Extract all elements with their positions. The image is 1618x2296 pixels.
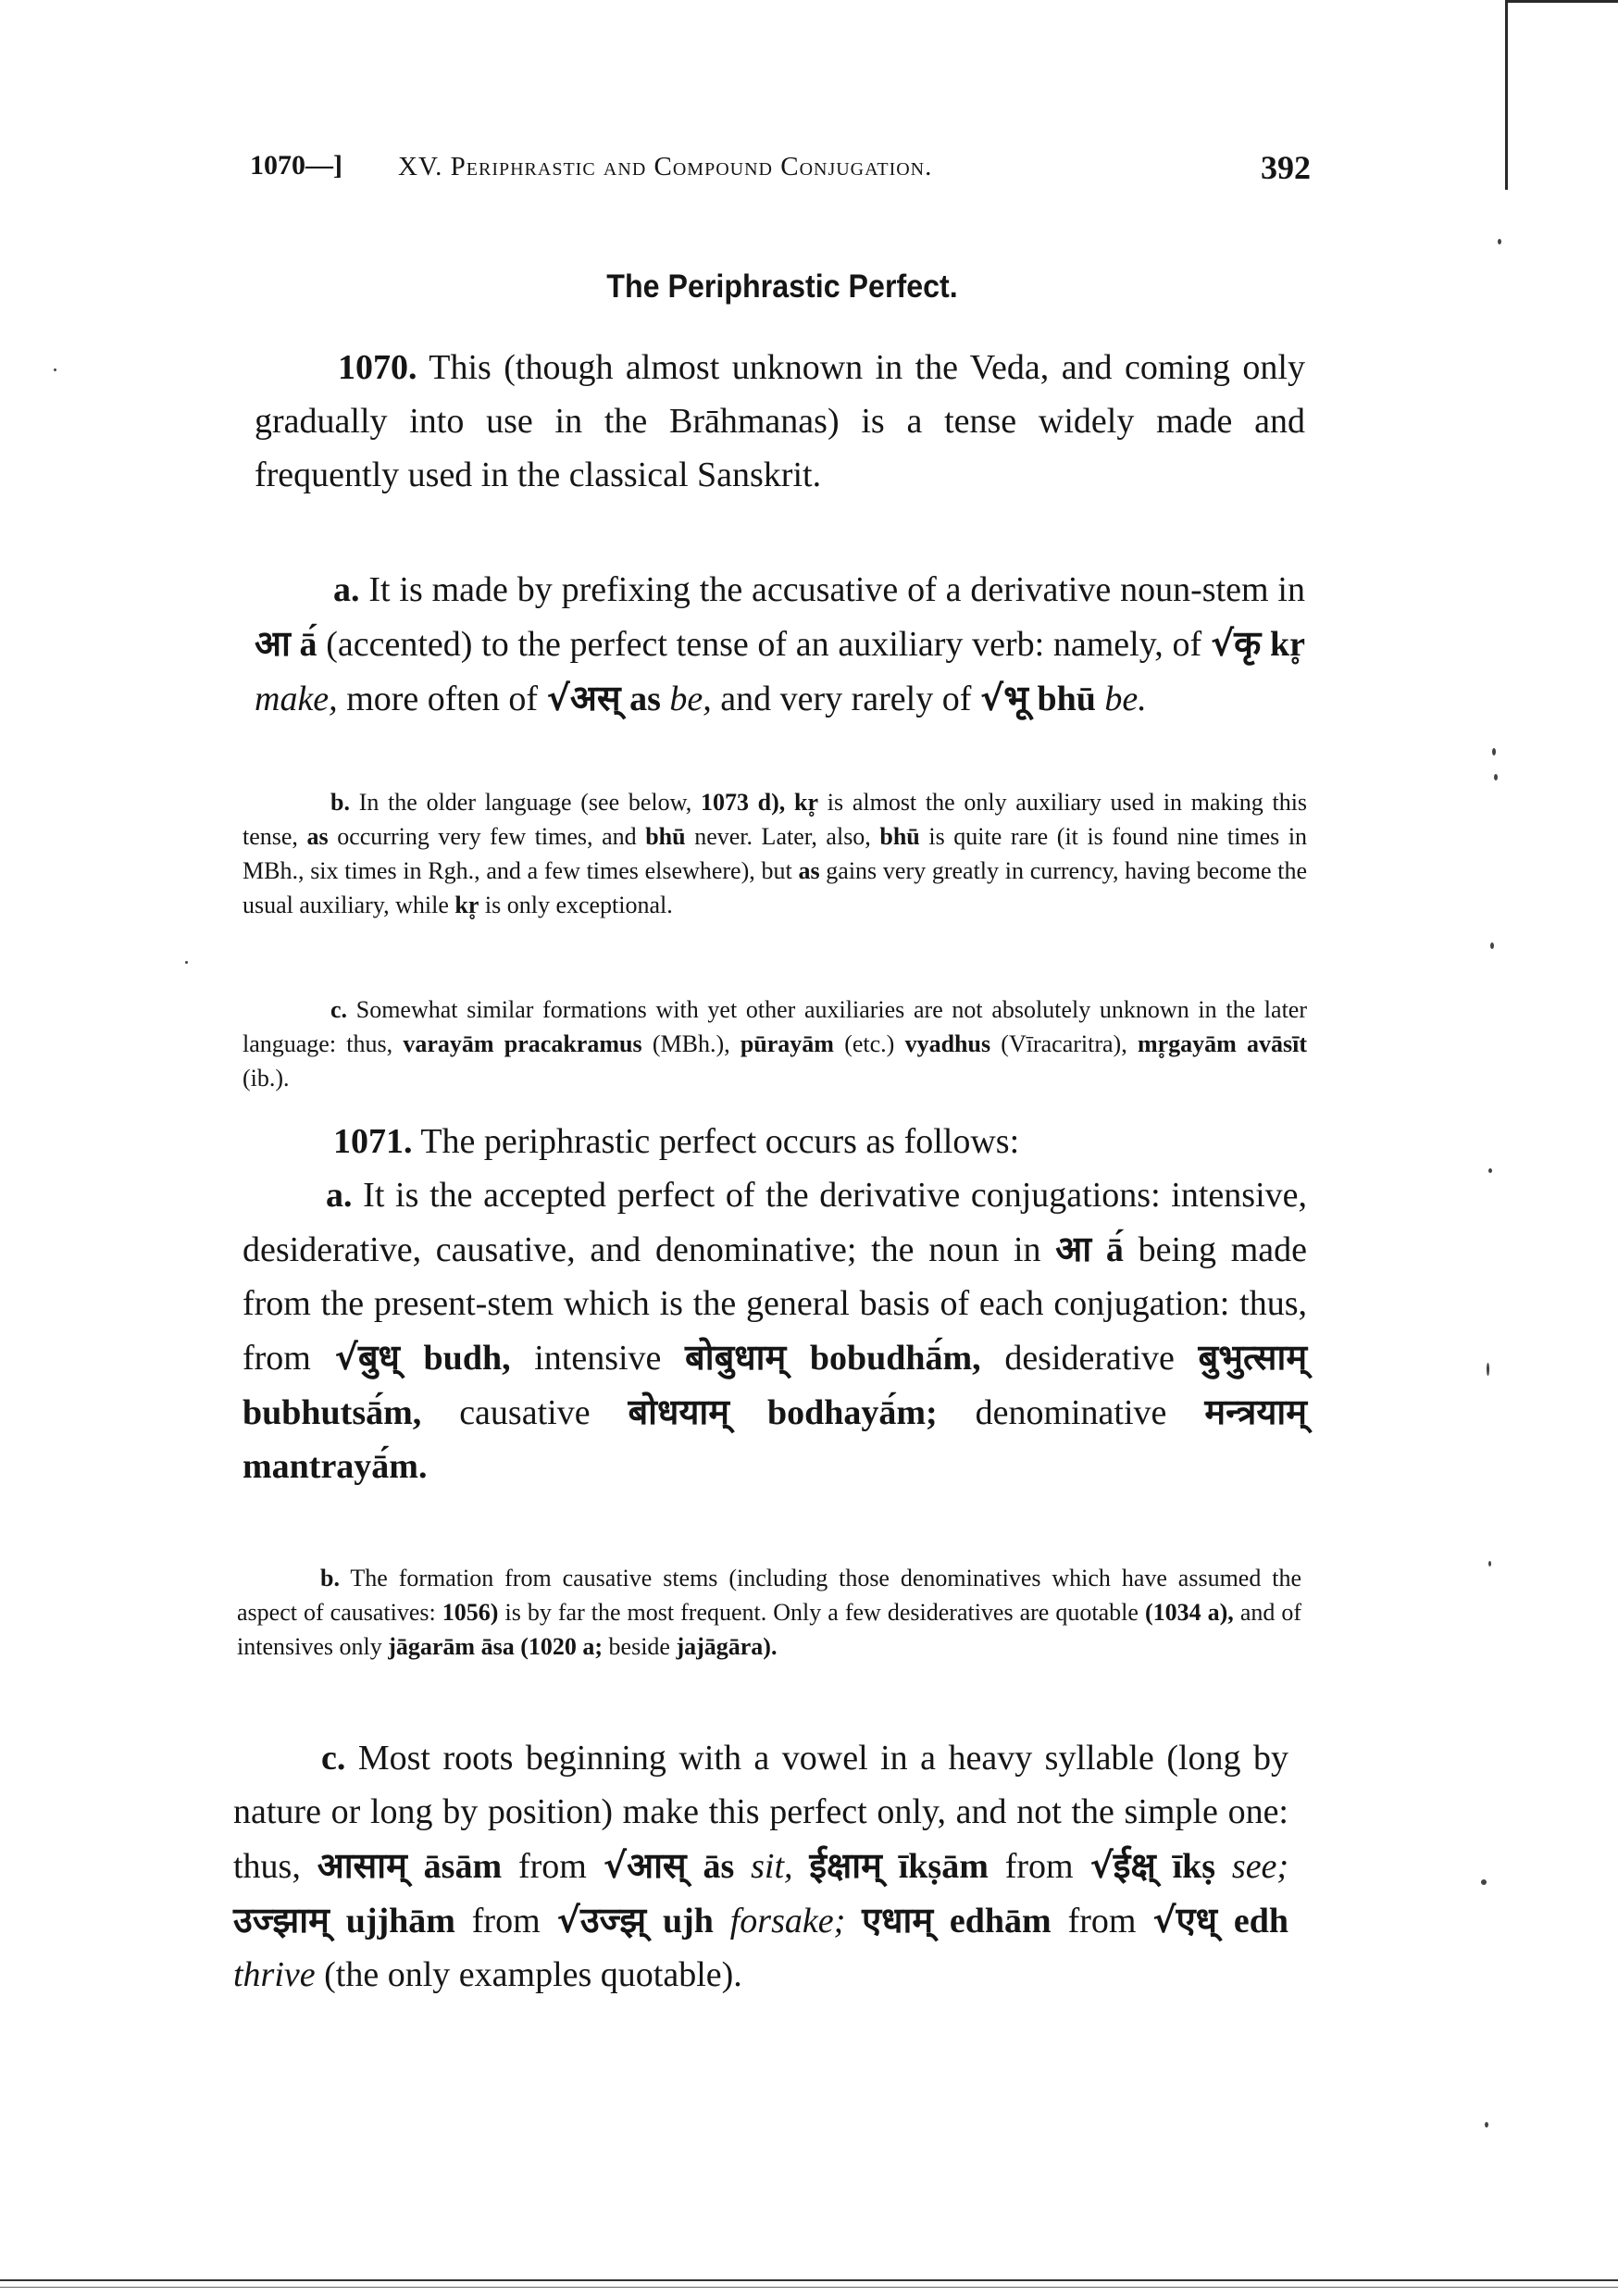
text-run: and of intensives only xyxy=(237,1599,1302,1660)
text-run: is only exceptional. xyxy=(484,892,673,918)
devanagari-term: आ xyxy=(255,623,291,664)
transliteration: bodhayā́m; xyxy=(766,1393,938,1432)
subparagraph-label: b. xyxy=(320,1565,340,1591)
text-run: more often of xyxy=(346,680,538,718)
bottom-rule-secondary xyxy=(0,2287,1618,2288)
devanagari-root: √आस् xyxy=(603,1845,687,1886)
speck xyxy=(1488,1168,1492,1173)
devanagari-term: एधाम् xyxy=(862,1900,934,1940)
transliteration: as xyxy=(629,680,661,718)
text-run: (the only examples quotable). xyxy=(324,1955,742,1994)
page-edge-right xyxy=(1505,0,1508,190)
devanagari-root: √बुध् xyxy=(334,1337,400,1378)
devanagari-root: √एध् xyxy=(1152,1900,1218,1940)
devanagari-root: √ईक्ष् xyxy=(1089,1845,1156,1886)
text-run: from xyxy=(471,1902,541,1940)
text-run: never. Later, also, xyxy=(694,823,871,850)
cross-reference: (1020 a; xyxy=(520,1633,604,1660)
text-run: from xyxy=(517,1847,587,1886)
text-run: It is the accepted perfect of the derivative conjugations: intensive, desiderative, causative, and denominative; the noun in xyxy=(243,1176,1307,1269)
transliteration: vyadhus xyxy=(904,1030,991,1057)
speck xyxy=(1485,2122,1488,2128)
text-run: It is made by prefixing the accusative of a derivative noun-stem in xyxy=(368,570,1305,609)
devanagari-term: ईक्षाम् xyxy=(809,1845,882,1886)
speck xyxy=(1490,942,1494,949)
speck xyxy=(1494,774,1498,780)
transliteration: mantrayā́m. xyxy=(243,1447,428,1486)
subparagraph-label: c. xyxy=(321,1739,346,1778)
transliteration: ā́ xyxy=(299,625,317,664)
transliteration: pūrayām xyxy=(740,1030,834,1057)
speck xyxy=(1481,1879,1487,1885)
text-run: being made from the present-stem which is the general basis of each conjugation: thus, from xyxy=(243,1230,1308,1378)
transliteration: bhū xyxy=(1037,680,1096,718)
transliteration: īkṣām xyxy=(898,1847,989,1886)
paragraph-1071a xyxy=(243,1168,1307,1493)
transliteration: jajāgāra). xyxy=(676,1633,778,1660)
devanagari-term: बोधयाम् xyxy=(628,1391,730,1432)
transliteration: kr̥ xyxy=(1270,625,1306,664)
text-run: desiderative xyxy=(1004,1339,1175,1378)
text-run: In the older language (see below, xyxy=(358,789,692,816)
page-edge-top xyxy=(1505,0,1618,3)
paragraph-1070c xyxy=(243,992,1307,1095)
devanagari-root: √भू xyxy=(979,678,1028,718)
gloss: make, xyxy=(255,680,338,718)
transliteration: bobudhā́m, xyxy=(809,1339,981,1378)
text-run: (MBh.), xyxy=(652,1030,730,1057)
gloss: sit, xyxy=(751,1847,793,1886)
transliteration: ujjhām xyxy=(345,1902,455,1940)
running-head xyxy=(250,150,1311,196)
transliteration: edh xyxy=(1233,1902,1288,1940)
text-run: Somewhat similar formations with yet other auxiliaries are not absolutely unknown in the later language: thus, xyxy=(243,996,1307,1057)
cross-reference: 1056) xyxy=(442,1599,499,1626)
transliteration: as xyxy=(798,857,820,884)
transliteration: bhū xyxy=(645,823,686,850)
speck xyxy=(1498,239,1501,244)
speck xyxy=(185,961,188,964)
gloss: be. xyxy=(1104,680,1147,718)
subparagraph-label: a. xyxy=(333,570,360,609)
text-run: is by far the most frequent. Only a few desideratives are quotable xyxy=(504,1599,1139,1626)
paragraph-1070 xyxy=(255,341,1305,502)
subparagraph-label: a. xyxy=(326,1176,353,1215)
devanagari-term: बुभुत्साम् xyxy=(1198,1337,1308,1378)
devanagari-root: √उज्झ् xyxy=(556,1900,647,1940)
page-number: 392 xyxy=(1261,149,1311,186)
devanagari-root: √अस् xyxy=(546,678,621,718)
transliteration: bubhutsā́m, xyxy=(243,1393,422,1432)
paragraph-text: The periphrastic perfect occurs as follows: xyxy=(420,1122,1020,1161)
transliteration: kr̥ xyxy=(794,789,819,816)
speck xyxy=(1487,1363,1489,1376)
text-run: causative xyxy=(459,1393,591,1432)
paragraph-1071b xyxy=(237,1561,1301,1664)
text-run: The formation from causative stems (including those denominatives which have assumed the aspect of causatives: xyxy=(237,1565,1302,1626)
cross-reference: 1073 d), xyxy=(700,789,786,816)
speck xyxy=(54,368,56,371)
running-head-section-ref: 1070—] xyxy=(250,150,342,181)
text-run: Most roots beginning with a vowel in a heavy syllable (long by nature or long by position) make this perfect only, and not the simple one: thus, xyxy=(233,1739,1289,1886)
devanagari-root: √कृ xyxy=(1210,623,1262,664)
transliteration: varayām pracakramus xyxy=(403,1030,642,1057)
text-run: (ib.). xyxy=(243,1065,290,1092)
text-run: is almost the only auxiliary used in making this tense, xyxy=(243,789,1308,850)
paragraph-number: 1070. xyxy=(338,348,417,387)
paragraph-1071 xyxy=(255,1115,1305,1168)
transliteration: ā́ xyxy=(1105,1230,1124,1269)
text-run: gains very greatly in currency, having become the usual auxiliary, while xyxy=(243,857,1308,918)
transliteration: budh, xyxy=(423,1339,511,1378)
cross-reference: (1034 a), xyxy=(1144,1599,1234,1626)
transliteration: as xyxy=(306,823,329,850)
transliteration: ujh xyxy=(662,1902,714,1940)
transliteration: kr̥ xyxy=(454,892,479,918)
text-run: is quite rare (it is found nine times in MBh., six times in Rgh., and a few times elsewhere), but xyxy=(243,823,1308,884)
bottom-rule xyxy=(0,2279,1618,2281)
paragraph-text: This (though almost unknown in the Veda, and coming only gradually into use in the Brāhmanas) is a tense widely made and frequently used in the classical Sanskrit. xyxy=(255,348,1305,494)
text-run: from xyxy=(1004,1847,1074,1886)
text-run: (etc.) xyxy=(844,1030,895,1057)
transliteration: ās xyxy=(703,1847,735,1886)
transliteration: edhām xyxy=(949,1902,1052,1940)
paragraph-1070a xyxy=(255,563,1305,726)
gloss: be, xyxy=(669,680,712,718)
section-title: The Periphrastic Perfect. xyxy=(606,268,958,305)
transliteration: āsām xyxy=(423,1847,503,1886)
text-run: (Vīracaritra), xyxy=(1001,1030,1127,1057)
gloss: see; xyxy=(1231,1847,1289,1886)
running-head-title: XV. Periphrastic and Compound Conjugation. xyxy=(398,152,933,181)
text-run: occurring very few times, and xyxy=(337,823,637,850)
text-run: and very rarely of xyxy=(720,680,972,718)
text-run: intensive xyxy=(534,1339,662,1378)
paragraph-1071c xyxy=(233,1731,1288,2002)
transliteration: jāgarām āsa xyxy=(388,1633,515,1660)
subparagraph-label: b. xyxy=(330,789,350,816)
devanagari-term: मन्त्रयाम् xyxy=(1204,1391,1308,1432)
text-run: (accented) to the perfect tense of an auxiliary verb: namely, of xyxy=(326,625,1202,664)
speck xyxy=(1492,748,1496,755)
text-run: beside xyxy=(608,1633,670,1660)
text-run: from xyxy=(1067,1902,1137,1940)
devanagari-term: आ xyxy=(1055,1229,1092,1269)
text-run: denominative xyxy=(975,1393,1167,1432)
gloss: thrive xyxy=(233,1955,316,1994)
paragraph-1070b xyxy=(243,785,1307,922)
speck xyxy=(1488,1561,1491,1566)
gloss: forsake; xyxy=(729,1902,846,1940)
transliteration: īkṣ xyxy=(1172,1847,1216,1886)
devanagari-term: बोबुधाम् xyxy=(685,1337,787,1378)
paragraph-number: 1071. xyxy=(333,1122,413,1161)
devanagari-term: आसाम् xyxy=(317,1845,407,1886)
devanagari-term: उज्झाम् xyxy=(233,1900,330,1940)
transliteration: bhū xyxy=(879,823,920,850)
transliteration: mr̥gayām avāsīt xyxy=(1137,1030,1308,1057)
subparagraph-label: c. xyxy=(330,996,348,1023)
